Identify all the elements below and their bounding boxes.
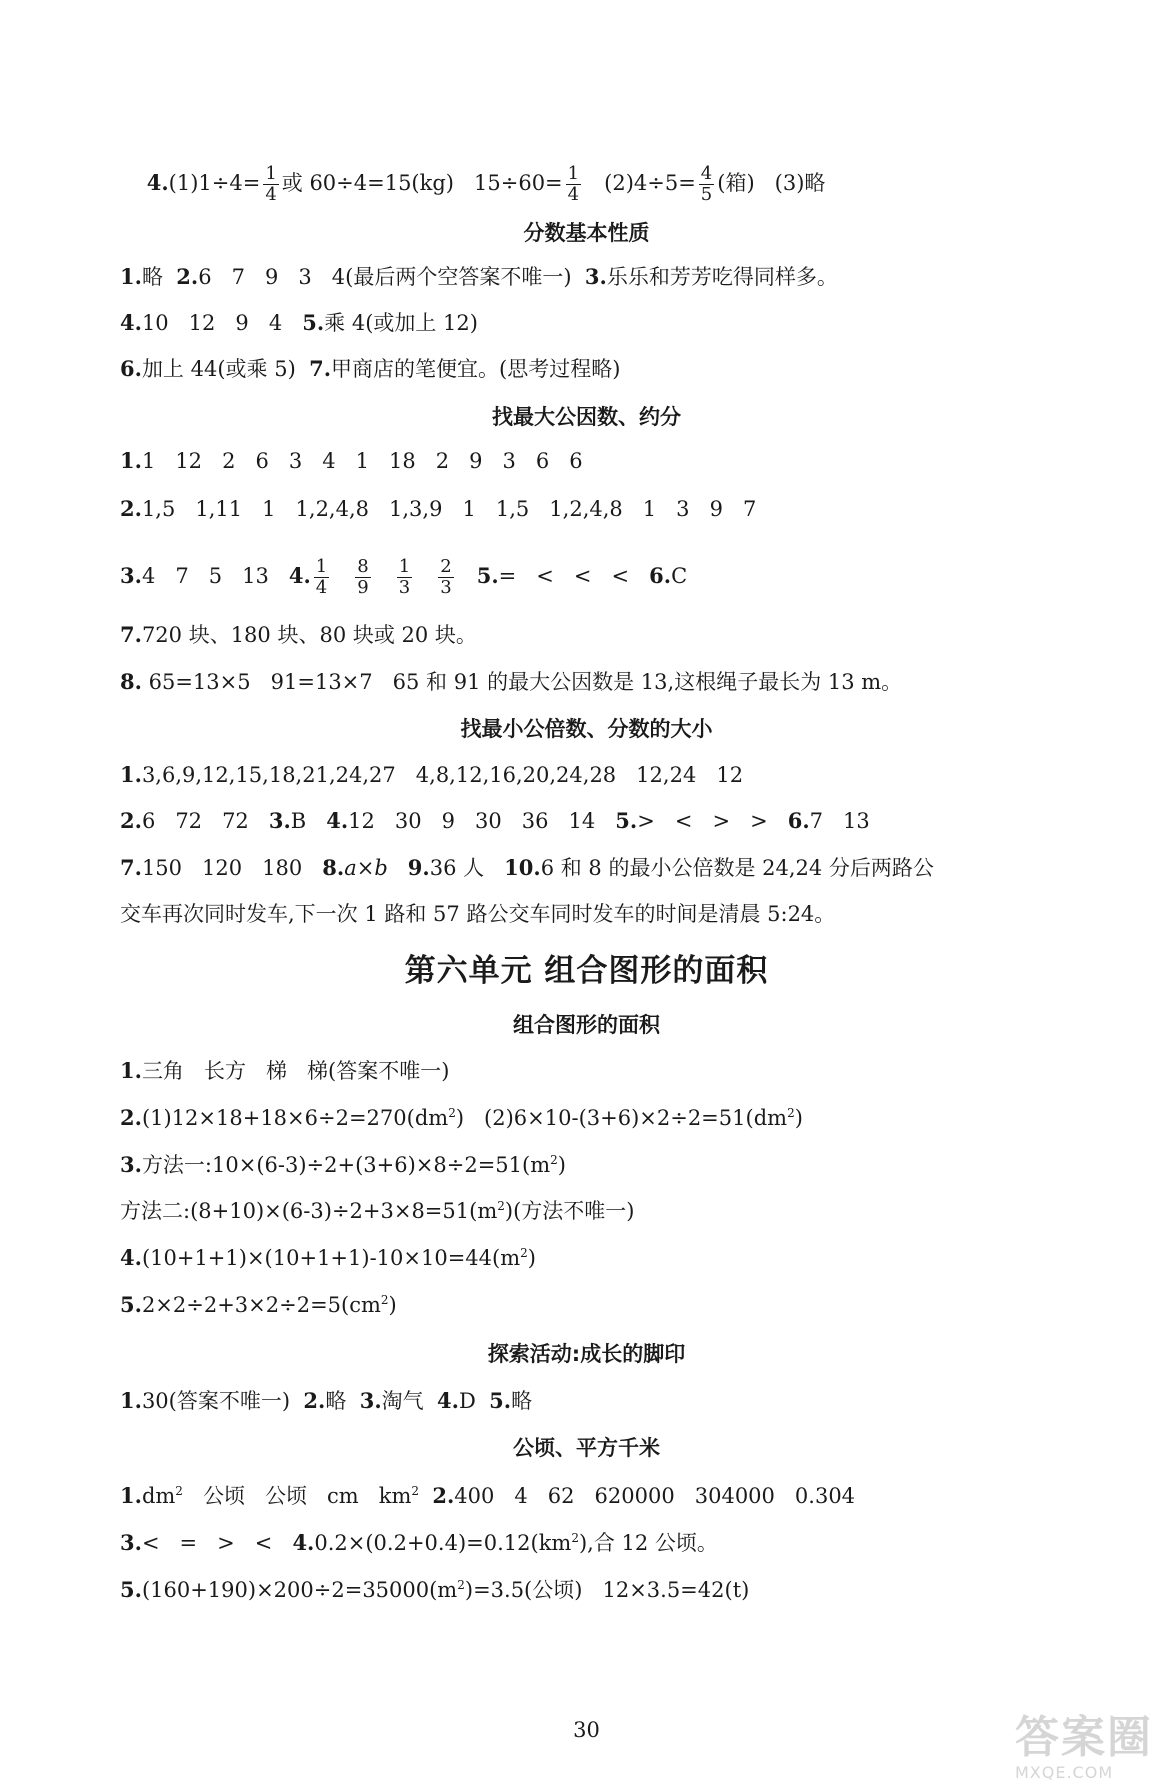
answer-line: 1.1 12 2 6 3 4 1 18 2 9 3 6 6	[120, 448, 583, 473]
fraction: $\frac{1}{4}$	[567, 163, 580, 205]
section-title-fraction-property: 分数基本性质	[523, 221, 650, 245]
answer-line: 3.< = > < $4.0.2\times(0.2+0.4)=0.12(km^2)$,合 12 公顷。	[120, 1530, 718, 1555]
answer-line: 7.720 块、180 块、80 块或 20 块。	[120, 622, 477, 647]
answer-line: $4.(10+1+1)\times(10+1+1)-10\times 10=44(m^2)$	[120, 1245, 536, 1270]
answer-line: $1.dm^2$ 公顷 公顷 cm $km^2$ 2.400 4 62 620000 304000 0.304	[120, 1483, 856, 1508]
answer-line: 2.1,5 1,11 1 1,2,4,8 1,3,9 1 1,5 1,2,4,8 1 3 9 7	[120, 496, 757, 521]
section-title-composite-area: 组合图形的面积	[513, 1013, 660, 1037]
answer-line: $5.(160+190)\times 200\div 2=35000(m^2)=3.5$(公顷) 12×3.5=42(t)	[120, 1577, 750, 1602]
answer-line: $5.2\times 2\div 2+3\times 2\div 2=5(cm^2)$	[120, 1292, 397, 1317]
section-title-hectare: 公顷、平方千米	[513, 1436, 660, 1460]
answer-line: 6.加上 44(或乘 5) 7.甲商店的笔便宜。(思考过程略)	[120, 356, 621, 381]
answer-line: 交车再次同时发车,下一次 1 路和 57 路公交车同时发车的时间是清晨 5:24。	[120, 902, 836, 926]
page-number: 30	[573, 1718, 600, 1742]
answer-line: 方法二$:(8+10)\times(6-3)\div 2+3\times 8=51(m^2)$(方法不唯一)	[120, 1199, 635, 1223]
unit-title: 第六单元 组合图形的面积	[404, 953, 769, 989]
fraction: $\frac{8}{9}$	[357, 556, 369, 598]
answer-line: 7.150 120 180 8.a×b 9.36 人 10.6 和 8 的最小公倍数是 24,24 分后两路公	[120, 855, 934, 880]
section-title-explore: 探索活动:成长的脚印	[487, 1342, 686, 1366]
answer-line: 2.6 72 72 3.B 4.12 30 9 30 36 14 5.> < > > 6.7 13	[120, 808, 870, 833]
fraction: $\frac{4}{5}$	[700, 163, 713, 205]
answer-line: 1.3,6,9,12,15,18,21,24,27 4,8,12,16,20,24,28 12,24 12	[120, 762, 744, 787]
fraction: $\frac{1}{4}$	[315, 556, 328, 598]
fraction: $\frac{2}{3}$	[440, 556, 452, 598]
watermark-url: MXQE.COM	[1015, 1763, 1114, 1782]
fraction: $\frac{1}{4}$	[265, 163, 277, 205]
answer-line-fractions: 3.4 7 5 13 4. $\frac{1}{4}$ $\frac{8}{9}$ $\frac{1}{3}$ $\frac{2}{3}$ 5.= < < < 6.C	[120, 556, 688, 598]
watermark-logo-text: 答案圈	[1015, 1712, 1153, 1763]
answer-line: 3.方法一$:10\times(6-3)\div 2+(3+6)\times 8\div 2=51(m^2)$	[120, 1152, 566, 1177]
answer-line: 1.30(答案不唯一) 2.略 3.淘气 4.D 5.略	[120, 1388, 533, 1413]
watermark-logo	[1015, 1712, 1165, 1784]
answer-line: $2.(1)12\times 18+18\times 6\div 2=270(dm^2)$ $(2)6\times 10-(3+6)\times 2\div 2=51(dm^2)$	[120, 1105, 803, 1130]
answer-line: 8. 65=13×5 91=13×7 65 和 91 的最大公因数是 13,这根绳子最长为 13 m。	[120, 669, 903, 694]
section-title-lcm: 找最小公倍数、分数的大小	[460, 717, 713, 741]
answer-line: 1.三角 长方 梯 梯(答案不唯一)	[120, 1058, 450, 1083]
answer-line: 1.略 2.6 7 9 3 4(最后两个空答案不唯一) 3.乐乐和芳芳吃得同样多。	[120, 264, 838, 289]
answer-line: 4.10 12 9 4 5.乘 4(或加上 12)	[120, 310, 478, 335]
answer-line-prev-q4: 4.(1)1÷4= $\frac{1}{4}$ 或 60÷4=15(kg) 15÷60= $\frac{1}{4}$ (2)4÷5= $\frac{4}{5}$ (箱) (3)略	[146, 163, 826, 205]
section-title-gcd: 找最大公因数、约分	[492, 405, 681, 429]
fraction: $\frac{1}{3}$	[398, 556, 411, 598]
